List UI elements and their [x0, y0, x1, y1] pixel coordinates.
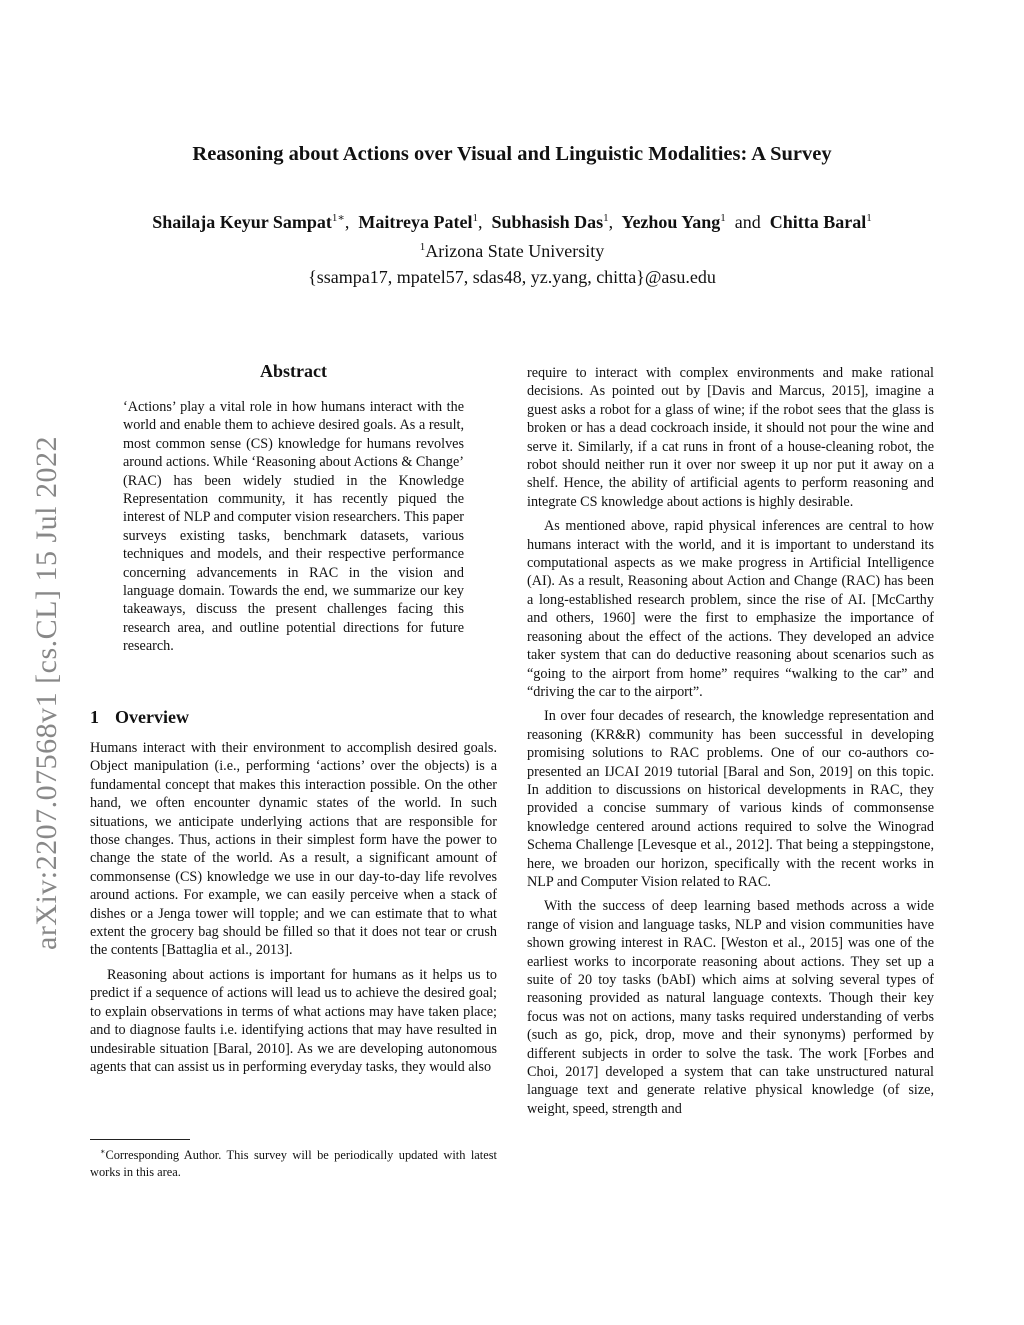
author-affiliation-mark: 1∗	[331, 212, 345, 224]
author-name: Shailaja Keyur Sampat	[152, 212, 332, 232]
body-paragraph: Humans interact with their environment to accomplish desired goals. Object manipulation (i.e., performing ‘actions’ over the objects) is a fundamental concept that makes this interaction possible. On the other hand, we often encounter dynamic states of the world. In such situations, we anticipate underlying actions that are responsible for those changes. Thus, actions in their simplest form have the power to change the state of the world. As a result, a significant amount of commonsense (CS) knowledge we use in our day-to-day life revolves around actions. For example, we can easily perceive when a stack of dishes or a Jenga tower will topple; and we can estimate that to what extent the grocery bag should be filled so that it does not tear or crush the contents [Battaglia et al., 2013].	[90, 740, 497, 959]
abstract-text: ‘Actions’ play a vital role in how humans interact with the world and enable them to achieve desired goals. As a result, most common sense (CS) knowledge for humans revolves around actions. While ‘Reasoning about Actions & Change’ (RAC) has been widely studied in the Knowledge Representation community, it has recently piqued the interest of NLP and computer vision researchers. This paper surveys existing tasks, benchmark datasets, various techniques and models, and their respective performance concerning advancements in RAC in the vision and language domain. Towards the end, we summarize our key takeaways, discuss the present challenges facing this research area, and outline potential directions for future research.	[123, 399, 464, 655]
author-name: Maitreya Patel	[358, 212, 473, 232]
section-heading	[90, 707, 189, 728]
author-affiliation-mark: 1	[472, 212, 479, 224]
author-affiliation-mark: 1	[720, 212, 726, 224]
author-emails: {ssampa17, mpatel57, sdas48, yz.yang, chitta}@asu.edu	[308, 267, 716, 287]
author-name: Chitta Baral	[769, 212, 867, 232]
section-title: Overview	[115, 707, 189, 727]
section-number: 1	[90, 707, 99, 727]
author-list	[60, 211, 964, 233]
affiliation-mark: 1	[419, 241, 426, 253]
author-conjunction: and	[734, 212, 761, 232]
right-column-body	[527, 364, 934, 1124]
body-paragraph: require to interact with complex environments and make rational decisions. As pointed out by [Davis and Marcus, 2015], imagine a guest asks a robot for a glass of wine; if the robot sees that the glass is broken or has a dead cockroach inside, it should not pour the wine and serve it. Similarly, if a cat runs in front of a house-cleaning robot, the robot should neither run it over nor sweep it up nor put it away on a shelf. Hence, the ability of artificial agents to perform reasoning and integrate CS knowledge about actions is highly desirable.	[527, 365, 934, 510]
author-affiliation-mark: 1	[603, 212, 609, 224]
author-affiliation-mark: 1	[866, 212, 872, 224]
footnote-text: Corresponding Author. This survey will be periodically updated with latest works in this area.	[90, 1148, 497, 1179]
left-column-body	[90, 739, 497, 1082]
body-paragraph: As mentioned above, rapid physical inferences are central to how humans interact with the world, and it is important to understand its computational aspects as we make progress in Artificial Intelligence (AI). As a result, Reasoning about Action and Change (RAC) has been a long-established research problem, since the rise of AI. [McCarthy and others, 1960] were the first to emphasize the importance of reasoning about the effect of the actions. They developed an advice taker system that can do deductive reasoning about scenarios such as “going to the airport from home” requires “walking to the car” and “driving the car to the airport”.	[527, 518, 934, 700]
footnote-mark: ∗	[100, 1147, 106, 1156]
affiliation	[60, 241, 964, 262]
author-name: Subhasish Das	[491, 212, 604, 232]
abstract-heading: Abstract	[260, 361, 327, 381]
author-separator: ,	[344, 212, 350, 232]
paper-title: Reasoning about Actions over Visual and Linguistic Modalities: A Survey	[192, 143, 832, 165]
footnote	[90, 1144, 497, 1180]
body-paragraph: Reasoning about actions is important for humans as it helps us to predict if a sequence of actions will lead us to achieve the desired goal; to explain observations in terms of what actions may have taken place; and to diagnose faults i.e. identifying actions that may have resulted in undesirable situation [Baral, 2010]. As we are developing autonomous agents that can assist us in performing everyday tasks, they would also	[90, 966, 497, 1075]
author-name: Yezhou Yang	[621, 212, 721, 232]
affiliation-name: Arizona State University	[425, 241, 605, 261]
footnote-divider	[90, 1139, 190, 1140]
arxiv-identifier: arXiv:2207.07568v1 [cs.CL] 15 Jul 2022	[30, 436, 63, 950]
body-paragraph: With the success of deep learning based methods across a wide range of vision and language tasks, NLP and vision communities have shown growing interest in RAC. [Weston et al., 2015] was one of the earliest works to incorporate reasoning about actions. They set up a suite of 20 toy tasks (bAbI) which aims at solving several types of reasoning provided as natural language contexts. Though their key focus was not on actions, many tasks required understanding of verbs (such as go, pick, drop, move and their synonyms) performed by different subjects in order to solve the task. The work [Forbes and Choi, 2017] developed a system that can take unstructured natural language text and generate relative physical knowledge (of size, weight, speed, strength and	[527, 898, 934, 1117]
author-separator: ,	[478, 212, 483, 232]
author-separator: ,	[608, 212, 614, 232]
body-paragraph: In over four decades of research, the knowledge representation and reasoning (KR&R) community has been successful in developing promising solutions to RAC problems. One of our co-authors co-presented an IJCAI 2019 tutorial [Baral and Son, 2019] on this topic. In addition to discussions on historical developments in RAC, they provided a concise summary of various kinds of commonsense knowledge centered around actions required to solve the Winograd Schema Challenge [Levesque et al., 2012]. That being a steppingstone, here, we broaden our horizon, specifically with the recent works in NLP and Computer Vision related to RAC.	[527, 708, 934, 890]
